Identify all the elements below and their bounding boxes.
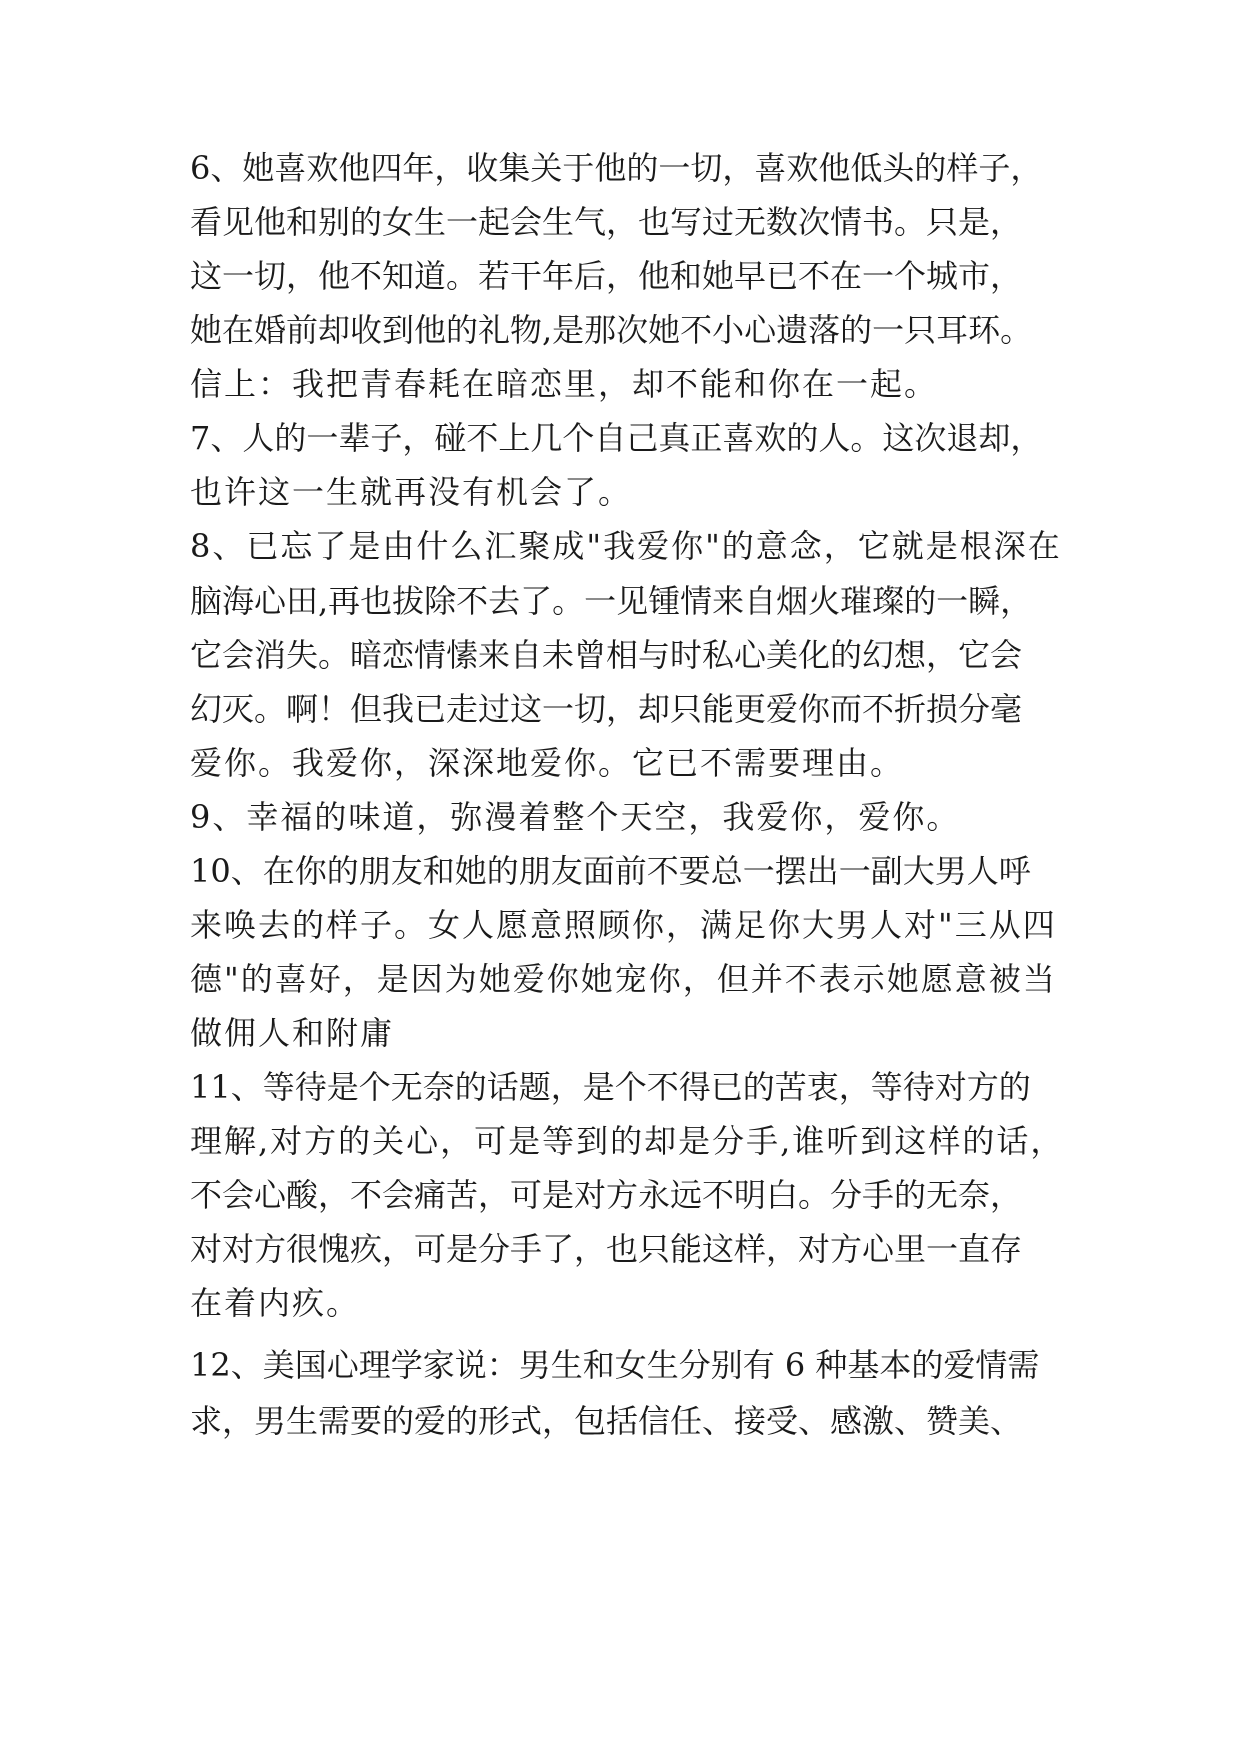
text-line: 不会心酸，不会痛苦，可是对方永远不明白。分手的无奈， (190, 1176, 1023, 1214)
text-line: 信上：我把青春耗在暗恋里，却不能和你在一起。 (190, 365, 939, 403)
text-line: 求，男生需要的爱的形式，包括信任、接受、感激、赞美、 (190, 1402, 1023, 1440)
text-line: 幻灭。啊！但我已走过这一切，却只能更爱你而不折损分毫 (190, 690, 1023, 728)
text-line: 她在婚前却收到他的礼物,是那次她不小心遗落的一只耳环。 (190, 311, 1033, 349)
text-line: 在着内疚。 (190, 1284, 361, 1322)
text-line: 看见他和别的女生一起会生气，也写过无数次情书。只是， (190, 203, 1023, 241)
text-line: 理解,对方的关心，可是等到的却是分手,谁听到这样的话， (190, 1122, 1065, 1160)
text-line: 对对方很愧疚，可是分手了，也只能这样，对方心里一直存 (190, 1230, 1023, 1268)
text-line: 10、在你的朋友和她的朋友面前不要总一摆出一副大男人呼 (190, 852, 1031, 890)
text-line: 这一切，他不知道。若干年后，他和她早已不在一个城市， (190, 257, 1023, 295)
text-line: 来唤去的样子。女人愿意照顾你，满足你大男人对"三从四 (190, 906, 1057, 944)
text-line: 9、幸福的味道，弥漫着整个天空，我爱你，爱你。 (190, 798, 961, 836)
text-line: 8、已忘了是由什么汇聚成"我爱你"的意念，它就是根深在 (190, 527, 1062, 565)
text-line: 脑海心田,再也拔除不去了。一见锺情来自烟火璀璨的一瞬， (190, 582, 1033, 620)
text-line: 7、人的一辈子，碰不上几个自己真正喜欢的人。这次退却， (190, 419, 1043, 457)
text-line: 11、等待是个无奈的话题，是个不得已的苦衷，等待对方的 (190, 1068, 1031, 1106)
text-line: 12、美国心理学家说：男生和女生分别有 6 种基本的爱情需 (190, 1346, 1040, 1384)
text-line: 也许这一生就再没有机会了。 (190, 473, 633, 511)
text-line: 6、她喜欢他四年，收集关于他的一切，喜欢他低头的样子， (190, 149, 1043, 187)
text-line: 德"的喜好，是因为她爱你她宠你，但并不表示她愿意被当 (190, 960, 1057, 998)
text-line: 它会消失。暗恋情愫来自未曾相与时私心美化的幻想，它会 (190, 636, 1023, 674)
text-line: 爱你。我爱你，深深地爱你。它已不需要理由。 (190, 744, 905, 782)
text-line: 做佣人和附庸 (190, 1014, 395, 1052)
